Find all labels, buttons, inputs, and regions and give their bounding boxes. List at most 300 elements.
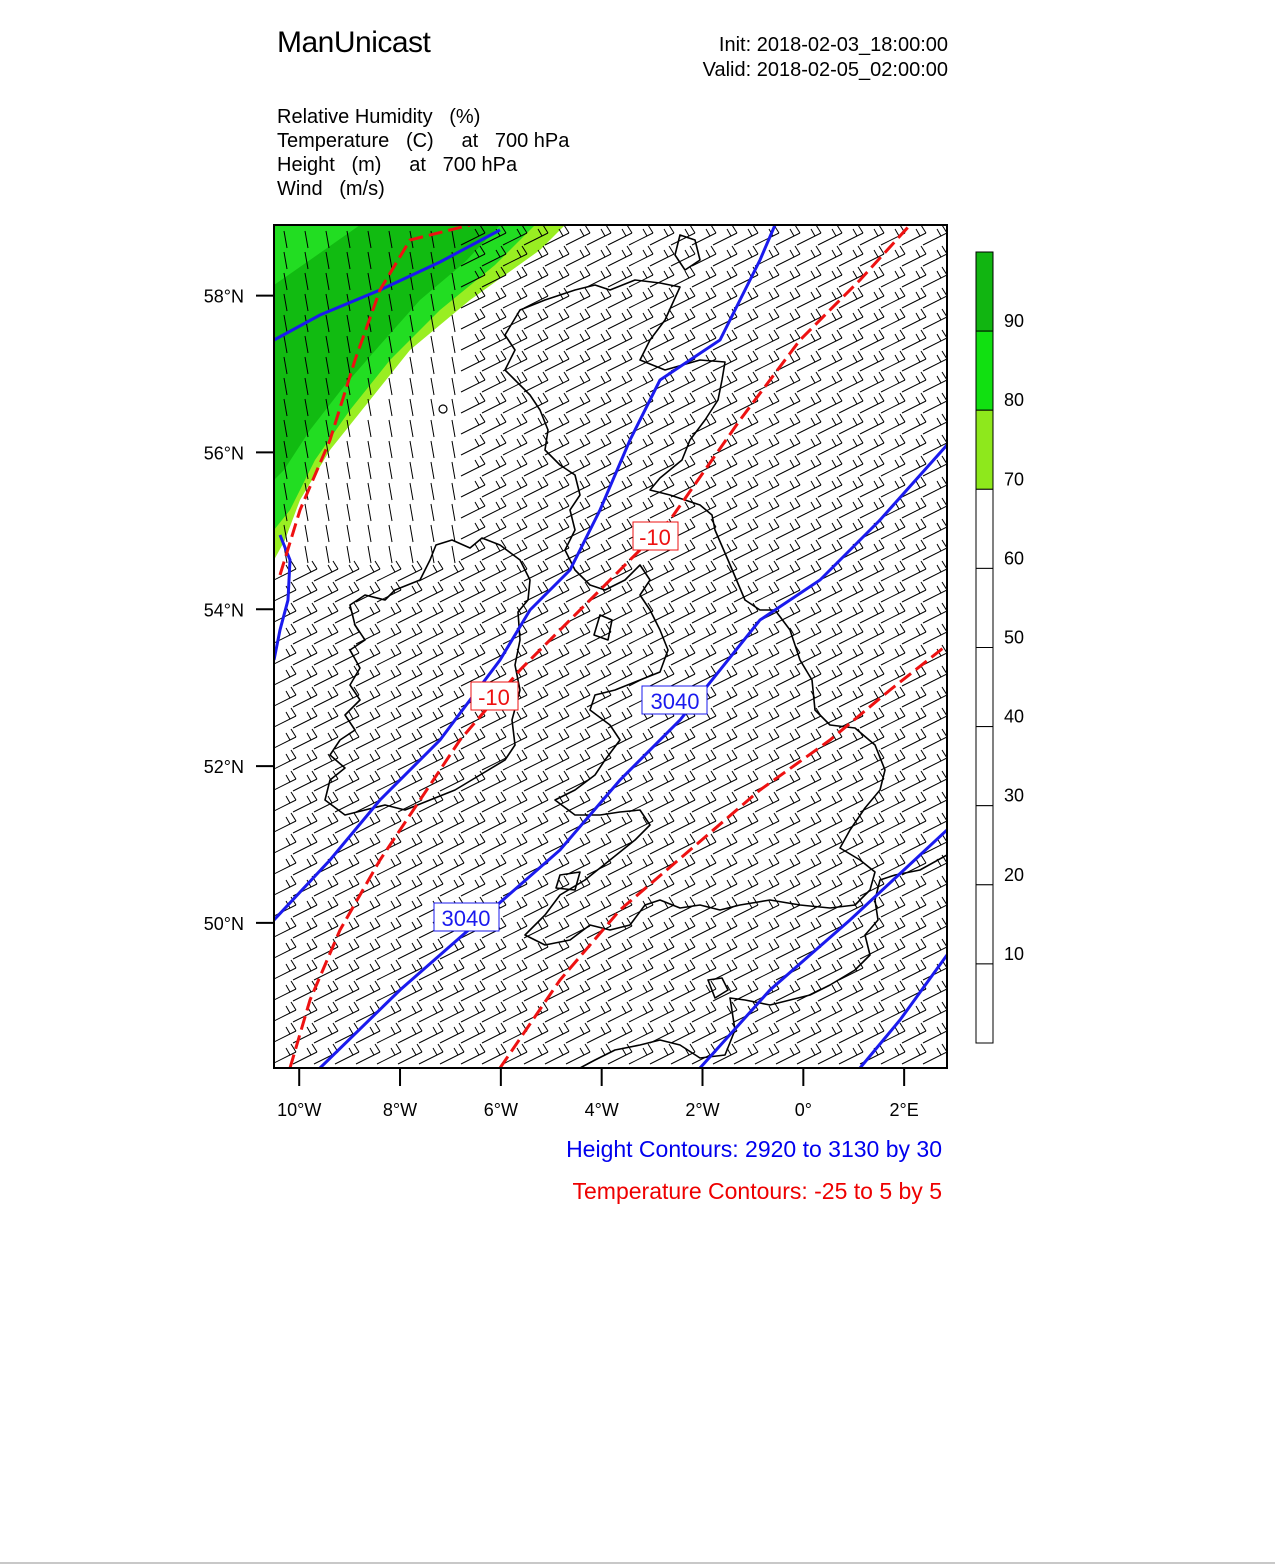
wind-barb [860, 1002, 884, 1022]
wind-barb [503, 750, 527, 770]
wind-barb [587, 456, 611, 476]
wind-barb [734, 897, 758, 917]
wind-barb [860, 477, 884, 497]
wind-barb [734, 372, 758, 392]
variable-label-rh: Relative Humidity (%) [277, 106, 481, 128]
wind-barb [650, 918, 674, 938]
wind-barb [755, 624, 779, 644]
wind-barb [377, 645, 401, 665]
wind-barb [356, 687, 380, 707]
wind-barb [776, 876, 800, 896]
wind-barb [692, 561, 716, 581]
wind-barb [734, 519, 758, 539]
wind-barb [902, 792, 926, 812]
wind-barb [461, 645, 485, 665]
wind-barb [839, 792, 863, 812]
wind-barb [545, 750, 569, 770]
wind-barb [452, 378, 455, 395]
wind-barb [734, 981, 758, 1001]
wind-barb [839, 876, 863, 896]
wind-barb [923, 246, 947, 266]
wind-barb [461, 624, 485, 644]
wind-barb [818, 960, 842, 980]
wind-barb [818, 687, 842, 707]
wind-barb [461, 1002, 485, 1022]
wind-barb [587, 225, 611, 245]
wind-barb [461, 309, 485, 329]
wind-barb [272, 918, 296, 938]
wind-barb [629, 792, 653, 812]
wind-barb [368, 420, 371, 437]
wind-barb [923, 561, 947, 581]
wind-barb [482, 414, 506, 434]
wind-barb [272, 939, 296, 959]
wind-barb [545, 603, 569, 623]
wind-barb [440, 582, 464, 602]
wind-barb [650, 456, 674, 476]
wind-barb [587, 666, 611, 686]
wind-barb [587, 834, 611, 854]
wind-barb [419, 1002, 443, 1022]
wind-barb [650, 1044, 674, 1064]
wind-barb [356, 750, 380, 770]
wind-barb [818, 498, 842, 518]
wind-barb [734, 1002, 758, 1022]
wind-barb [671, 666, 695, 686]
wind-barb [629, 582, 653, 602]
wind-barb [671, 834, 695, 854]
contour-label-height-west [434, 903, 499, 931]
wind-barb [377, 1044, 401, 1064]
wind-barb [860, 561, 884, 581]
wind-barb [503, 813, 527, 833]
wind-barb [347, 441, 350, 458]
wind-barb [923, 1044, 947, 1064]
wind-barb [923, 918, 947, 938]
wind-barb [503, 1002, 527, 1022]
wind-barb [734, 561, 758, 581]
wind-barb [461, 414, 485, 434]
wind-barb [524, 750, 548, 770]
wind-barb [629, 603, 653, 623]
wind-barb [314, 582, 338, 602]
wind-barb [713, 246, 737, 266]
wind-barb [839, 498, 863, 518]
wind-barb [818, 267, 842, 287]
wind-barb [503, 771, 527, 791]
wind-barb [335, 792, 359, 812]
wind-barb [797, 624, 821, 644]
wind-barb [398, 645, 422, 665]
wind-barb [734, 1044, 758, 1064]
wind-barb [839, 582, 863, 602]
wind-barb [818, 750, 842, 770]
wind-barb [881, 540, 905, 560]
wind-barb [608, 519, 632, 539]
wind-barb [398, 960, 422, 980]
wind-barb [923, 267, 947, 287]
wind-barb [482, 1002, 506, 1022]
wind-barb [398, 939, 422, 959]
wind-barb [860, 645, 884, 665]
wind-barb [272, 960, 296, 980]
wind-barb [356, 918, 380, 938]
colorbar-bin [976, 252, 993, 331]
page-bottom-rule [0, 1562, 1275, 1564]
wind-barb [755, 645, 779, 665]
wind-barb [839, 435, 863, 455]
wind-barb [377, 876, 401, 896]
wind-barb [755, 540, 779, 560]
wind-barb [881, 960, 905, 980]
wind-barb [431, 441, 434, 458]
wind-barb [797, 729, 821, 749]
wind-barb [755, 435, 779, 455]
wind-barb [503, 519, 527, 539]
wind-barb [923, 750, 947, 770]
wind-barb [482, 939, 506, 959]
wind-barb [419, 666, 443, 686]
wind-barb [524, 351, 548, 371]
wind-barb [272, 708, 296, 728]
wind-barb [482, 960, 506, 980]
wind-barb [440, 645, 464, 665]
wind-barb [860, 288, 884, 308]
wind-barb [335, 1002, 359, 1022]
wind-barb [818, 477, 842, 497]
wind-barb [482, 1044, 506, 1064]
wind-barb [431, 357, 434, 374]
wind-barb [713, 540, 737, 560]
contour-label-height-east-text: 3040 [650, 689, 700, 714]
wind-barb [587, 1023, 611, 1043]
wind-barb [419, 813, 443, 833]
wind-barb [629, 939, 653, 959]
wind-barb [860, 855, 884, 875]
wind-barb [461, 1023, 485, 1043]
wind-barb [503, 435, 527, 455]
wind-barb [293, 729, 317, 749]
wind-barb [818, 540, 842, 560]
wind-barb [377, 1023, 401, 1043]
wind-barb [797, 876, 821, 896]
wind-barb [860, 498, 884, 518]
wind-barb [272, 981, 296, 1001]
wind-barb [440, 666, 464, 686]
wind-barb [755, 582, 779, 602]
wind-barb [272, 1002, 296, 1022]
wind-barb [272, 771, 296, 791]
wind-barb [818, 456, 842, 476]
wind-barb [629, 498, 653, 518]
contour-label-height-west-text: 3040 [441, 906, 491, 931]
wind-barb [881, 372, 905, 392]
wind-barb [881, 1044, 905, 1064]
wind-barb [713, 372, 737, 392]
wind-barb [881, 309, 905, 329]
wind-barb [692, 960, 716, 980]
colorbar-label: 90 [1004, 311, 1025, 332]
wind-barb [482, 477, 506, 497]
colorbar-bin [976, 568, 993, 647]
wind-barb [524, 540, 548, 560]
wind-barb [524, 498, 548, 518]
wind-barb [587, 960, 611, 980]
wind-barb [356, 561, 380, 581]
wind-barb [293, 645, 317, 665]
wind-barb [629, 834, 653, 854]
wind-barb [272, 624, 296, 644]
wind-barb [650, 498, 674, 518]
wind-barb [839, 771, 863, 791]
wind-barb [755, 960, 779, 980]
wind-barb [902, 519, 926, 539]
wind-barb [314, 666, 338, 686]
wind-barb [776, 435, 800, 455]
wind-barb [902, 540, 926, 560]
wind-barb [629, 960, 653, 980]
wind-barb [566, 267, 590, 287]
wind-barb [503, 477, 527, 497]
wind-barb [839, 372, 863, 392]
wind-barb [902, 288, 926, 308]
wind-barb [692, 414, 716, 434]
wind-barb [797, 225, 821, 245]
wind-barb [566, 309, 590, 329]
wind-barb [734, 855, 758, 875]
wind-barb [797, 246, 821, 266]
coastline-europe [580, 855, 947, 1068]
wind-barb [587, 372, 611, 392]
wind-barb [734, 813, 758, 833]
wind-barb [419, 708, 443, 728]
wind-barb [377, 918, 401, 938]
wind-barb [389, 399, 392, 416]
wind-barb [545, 1044, 569, 1064]
wind-barb [713, 792, 737, 812]
wind-barb [440, 855, 464, 875]
wind-barb [860, 330, 884, 350]
wind-barb [671, 414, 695, 434]
wind-barb [881, 666, 905, 686]
wind-barb [419, 750, 443, 770]
wind-barb [881, 561, 905, 581]
wind-barb [398, 981, 422, 1001]
wind-barb [734, 960, 758, 980]
wind-barb [902, 687, 926, 707]
wind-barb [419, 1023, 443, 1043]
wind-barb [524, 372, 548, 392]
wind-barb [440, 876, 464, 896]
wind-barb [902, 603, 926, 623]
wind-barb [671, 330, 695, 350]
wind-barb [713, 939, 737, 959]
wind-barb [692, 897, 716, 917]
wind-barb [335, 582, 359, 602]
rh-colorbar [976, 252, 1024, 1043]
wind-barb [524, 792, 548, 812]
wind-barb [272, 582, 296, 602]
wind-barb [839, 1023, 863, 1043]
wind-barb [776, 246, 800, 266]
wind-barb [776, 750, 800, 770]
wind-barb [293, 918, 317, 938]
wind-barb [419, 855, 443, 875]
wind-barb [419, 645, 443, 665]
wind-barb [461, 876, 485, 896]
wind-barb [314, 813, 338, 833]
wind-barb [671, 1002, 695, 1022]
wind-barb [692, 582, 716, 602]
wind-barb [314, 876, 338, 896]
wind-barb [860, 540, 884, 560]
wind-barb [692, 855, 716, 875]
contour-label-temp-south-text: -10 [478, 685, 510, 710]
wind-barb [524, 456, 548, 476]
wind-barb [629, 372, 653, 392]
wind-barb [482, 288, 506, 308]
wind-barb [902, 498, 926, 518]
wind-barb [797, 1044, 821, 1064]
wind-barb [902, 582, 926, 602]
wind-barb [671, 918, 695, 938]
wind-barb [293, 666, 317, 686]
wind-barb [776, 855, 800, 875]
wind-barb [923, 1023, 947, 1043]
wind-barb [692, 309, 716, 329]
wind-barb [692, 729, 716, 749]
wind-barb [650, 960, 674, 980]
wind-barb [692, 288, 716, 308]
wind-barb [734, 750, 758, 770]
wind-barb [545, 393, 569, 413]
wind-barb [629, 729, 653, 749]
wind-barb [335, 981, 359, 1001]
wind-barb [368, 546, 371, 563]
wind-barb [419, 582, 443, 602]
wind-barb [545, 813, 569, 833]
wind-barb [524, 414, 548, 434]
wind-barb [587, 981, 611, 1001]
wind-barb [419, 981, 443, 1001]
wind-barb [314, 750, 338, 770]
wind-barb [524, 729, 548, 749]
wind-barb [923, 876, 947, 896]
wind-barb [797, 372, 821, 392]
wind-barb [797, 288, 821, 308]
wind-barb [398, 855, 422, 875]
contour-label-temp-south [471, 682, 518, 710]
wind-barb [713, 603, 737, 623]
wind-barb [335, 876, 359, 896]
wind-barb [902, 561, 926, 581]
wind-barb [902, 330, 926, 350]
wind-barb [797, 498, 821, 518]
wind-barb [650, 813, 674, 833]
wind-barb [671, 813, 695, 833]
wind-barb [671, 771, 695, 791]
wind-barb [272, 813, 296, 833]
wind-barb [776, 1044, 800, 1064]
wind-barb [377, 729, 401, 749]
wind-barb [398, 687, 422, 707]
wind-barb [566, 414, 590, 434]
wind-barb [902, 918, 926, 938]
colorbar-label: 40 [1004, 706, 1025, 727]
wind-barb [860, 813, 884, 833]
wind-barb [902, 1023, 926, 1043]
map-title: ManUnicast [277, 26, 431, 59]
wind-barb [755, 561, 779, 581]
wind-barb [587, 414, 611, 434]
wind-barb [881, 813, 905, 833]
wind-barb [587, 771, 611, 791]
wind-barb [671, 792, 695, 812]
wind-barb [398, 561, 422, 581]
wind-barb [347, 483, 350, 500]
wind-barb [734, 246, 758, 266]
wind-barb [482, 519, 506, 539]
wind-barb [839, 246, 863, 266]
wind-barb [902, 645, 926, 665]
wind-barb [293, 960, 317, 980]
wind-barb [881, 645, 905, 665]
wind-barb [356, 1023, 380, 1043]
wind-barb [503, 393, 527, 413]
wind-barb [482, 981, 506, 1001]
wind-barb [692, 330, 716, 350]
wind-barb [524, 1002, 548, 1022]
wind-barb [713, 918, 737, 938]
wind-barb [755, 813, 779, 833]
wind-barb [839, 1002, 863, 1022]
wind-barb [368, 399, 371, 416]
wind-barb [797, 603, 821, 623]
lat-tick-label: 58°N [203, 286, 244, 307]
wind-barb [419, 603, 443, 623]
wind-barb [818, 519, 842, 539]
wind-barb [923, 897, 947, 917]
wind-barb [776, 225, 800, 245]
wind-barb [482, 561, 506, 581]
wind-barb [587, 351, 611, 371]
wind-barb [377, 897, 401, 917]
wind-barb [755, 498, 779, 518]
wind-barb [650, 939, 674, 959]
wind-barb [356, 624, 380, 644]
wind-barb [503, 792, 527, 812]
wind-barb [923, 582, 947, 602]
wind-barb [524, 939, 548, 959]
wind-barb [524, 813, 548, 833]
wind-barb [923, 939, 947, 959]
wind-barb [461, 456, 485, 476]
wind-barb [629, 981, 653, 1001]
wind-barb [839, 351, 863, 371]
wind-barb [293, 708, 317, 728]
wind-barb [503, 981, 527, 1001]
wind-barb [860, 309, 884, 329]
wind-barb [713, 960, 737, 980]
wind-barb [755, 918, 779, 938]
wind-barb [881, 708, 905, 728]
contour-label-height-east [642, 686, 707, 714]
wind-barb [503, 876, 527, 896]
wind-barb [923, 498, 947, 518]
wind-barb [860, 414, 884, 434]
wind-barb [713, 687, 737, 707]
wind-barb [452, 483, 455, 500]
